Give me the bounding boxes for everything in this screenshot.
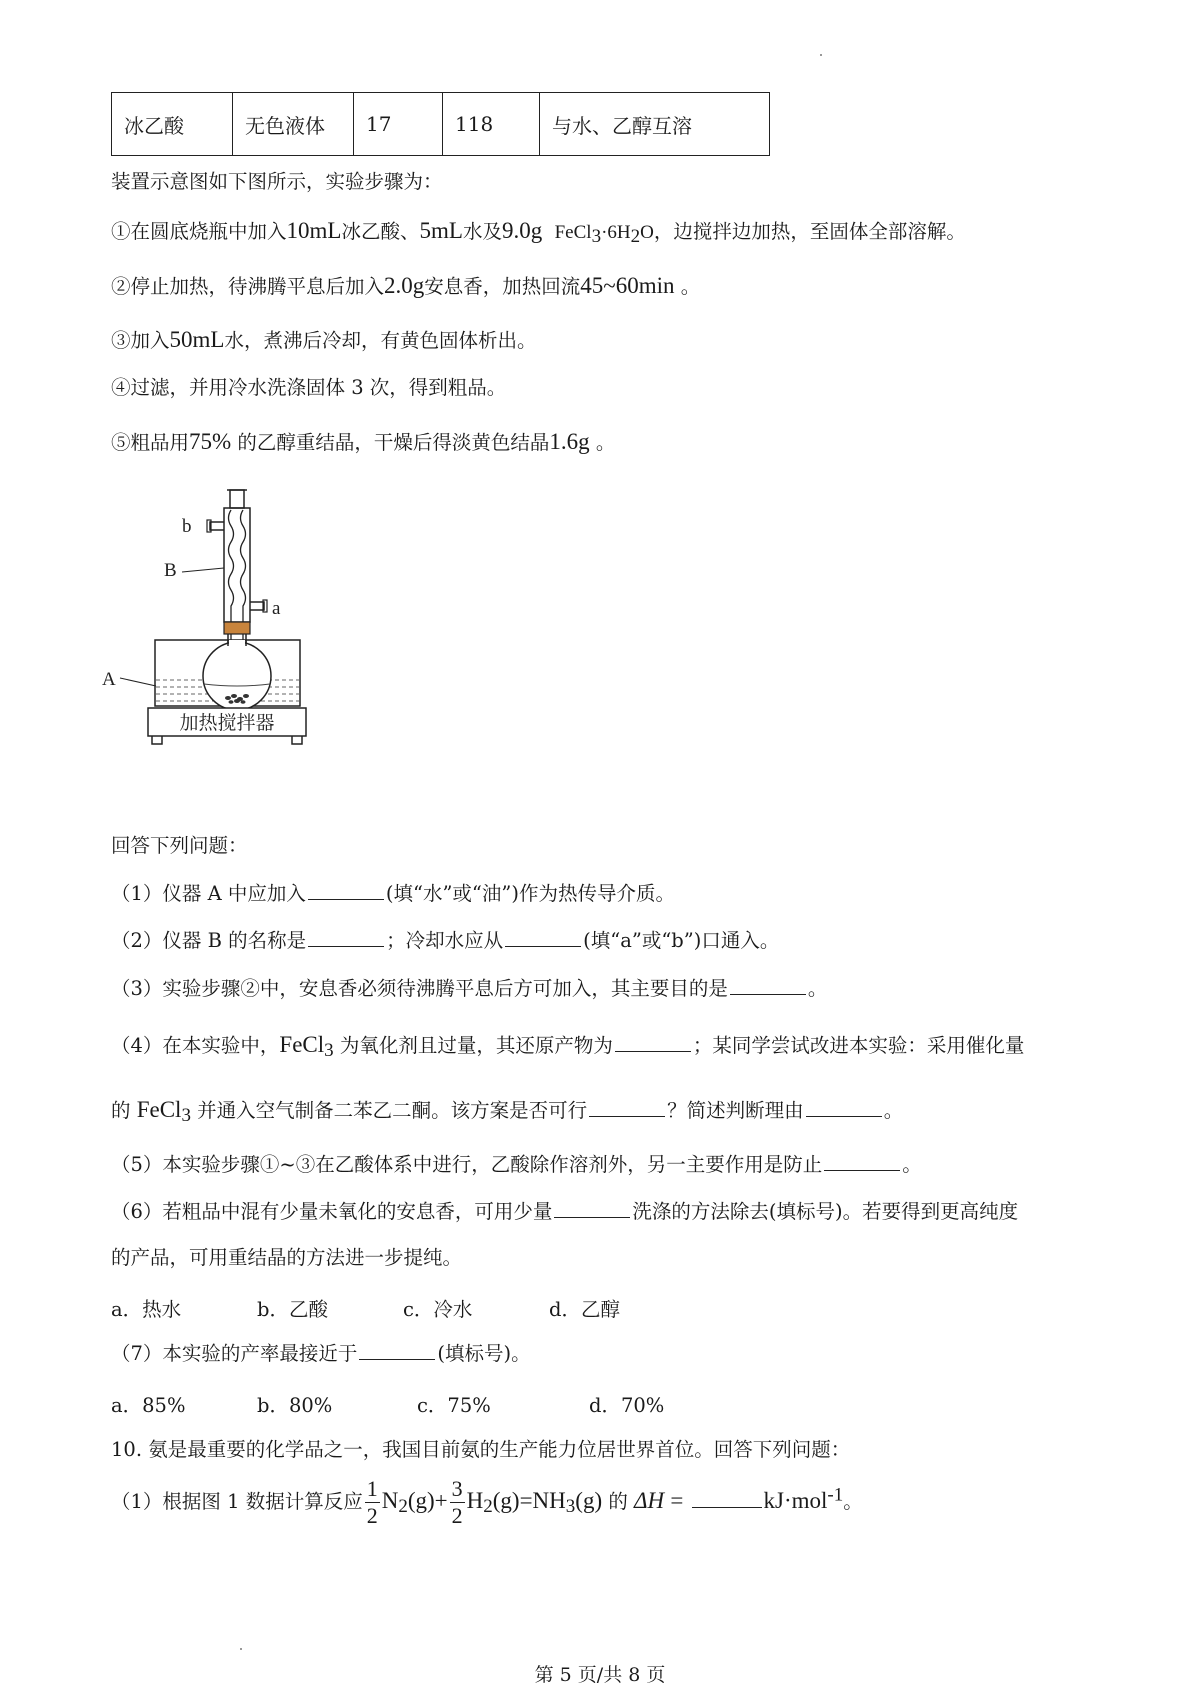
question-6-line-1: （6）若粗品中混有少量未氧化的安息香，可用少量 洗涤的方法除去(填标号)。若要得到更高纯度 (111, 1200, 1019, 1223)
option[interactable]: b．80% (257, 1394, 333, 1417)
table-cell: 118 (443, 93, 540, 156)
condenser-top-neck (230, 490, 244, 508)
label-B: B (164, 560, 177, 581)
option[interactable]: b．乙酸 (257, 1298, 328, 1321)
answer-blank[interactable] (589, 1098, 665, 1117)
table-cell: 无色液体 (233, 93, 354, 156)
option[interactable]: c．75% (417, 1394, 491, 1417)
condenser-inner-left (229, 510, 234, 640)
question-7: （7）本实验的产率最接近于 (填标号)。 (111, 1342, 531, 1365)
heating-stirrer-label: 加热搅拌器 (179, 712, 275, 734)
outlet-b (210, 522, 224, 530)
page-footer: 第 5 页/共 8 页 (534, 1664, 666, 1686)
step-2: ②停止加热，待沸腾平息后加入2.0g安息香，加热回流45~60min 。 (111, 273, 701, 298)
answer-blank[interactable] (359, 1341, 435, 1360)
question-5: （5）本实验步骤①~③在乙酸体系中进行，乙酸除作溶剂外，另一主要作用是防止 。 (111, 1153, 922, 1176)
intro-text: 装置示意图如下图所示，实验步骤为： (111, 170, 443, 193)
scan-speck (820, 54, 822, 56)
fraction-one-half: $\frac{1}{2}$ (366, 1476, 378, 1528)
question-3: （3）实验步骤②中，安息香必须待沸腾平息后方可加入，其主要目的是 。 (111, 977, 828, 1000)
inlet-a (250, 602, 264, 610)
step-3: ③加入50mL水，煮沸后冷却，有黄色固体析出。 (111, 327, 537, 352)
question-10-part-1: （1）根据图 1 数据计算反应 $\frac{1}{2}$ $N_2(g)+$ $\frac{3}{2}$ $H_2(g)=NH_3(g)$ 的 ΔH = kJ·mol$^{-1}$。 (111, 1476, 863, 1528)
condenser-inner-right (241, 510, 246, 640)
table-cell: 冰乙酸 (112, 93, 233, 156)
answer-prompt: 回答下列问题： (111, 834, 248, 857)
answer-blank[interactable] (730, 976, 806, 995)
answer-blank[interactable] (615, 1033, 691, 1052)
question-1: （1）仪器 A 中应加入 (填“水”或“油”)作为热传导介质。 (111, 882, 675, 905)
step-1: ①在圆底烧瓶中加入10mL冰乙酸、5mL水及9.0g $FeCl_3\cdot 6H_2O$，边搅拌边加热，至固体全部溶解。 (111, 218, 966, 247)
answer-blank[interactable] (554, 1199, 630, 1218)
answer-blank[interactable] (308, 928, 384, 947)
properties-table (111, 92, 770, 156)
question-6-options (111, 1294, 620, 1322)
question-4-line-2: 的 FeCl$_3$ 并通入空气制备二苯乙二酮。该方案是否可行 ？简述判断理由 。 (111, 1097, 904, 1126)
answer-blank[interactable] (824, 1152, 900, 1171)
answer-blank[interactable] (505, 928, 581, 947)
question-2: （2）仪器 B 的名称是 ；冷却水应从 (填“a”或“b”)口通入。 (111, 929, 780, 952)
table-cell: 与水、乙醇互溶 (540, 93, 770, 156)
fraction-three-halves: $\frac{3}{2}$ (451, 1476, 463, 1528)
stopper (224, 622, 250, 634)
question-7-options (111, 1390, 664, 1418)
option[interactable]: a．85% (111, 1394, 186, 1417)
scan-speck (240, 1648, 242, 1650)
step-5: ⑤粗品用75% 的乙醇重结晶，干燥后得淡黄色结晶1.6g 。 (111, 429, 616, 454)
answer-blank[interactable] (806, 1098, 882, 1117)
option[interactable]: a．热水 (111, 1298, 182, 1321)
table-cell: 17 (354, 93, 443, 156)
reflux-apparatus-diagram (100, 480, 340, 810)
answer-blank[interactable] (692, 1489, 762, 1508)
answer-blank[interactable] (308, 881, 384, 900)
question-10-title: 10. 氨是最重要的化学品之一，我国目前氨的生产能力位居世界首位。回答下列问题： (111, 1438, 851, 1461)
step-4: ④过滤，并用冷水洗涤固体 3 次，得到粗品。 (111, 376, 507, 399)
label-a: a (272, 598, 281, 619)
question-4-line-1: （4）在本实验中，FeCl$_3$ 为氧化剂且过量，其还原产物为 ；某同学尝试改进本实验：采用催化量 (111, 1032, 1025, 1061)
label-b: b (182, 516, 192, 537)
option[interactable]: d．70% (589, 1394, 665, 1417)
option[interactable]: d．乙醇 (549, 1298, 620, 1321)
table-row (112, 93, 770, 156)
question-6-line-2: 的产品，可用重结晶的方法进一步提纯。 (111, 1246, 463, 1269)
option[interactable]: c．冷水 (403, 1298, 473, 1321)
label-A: A (102, 669, 116, 690)
